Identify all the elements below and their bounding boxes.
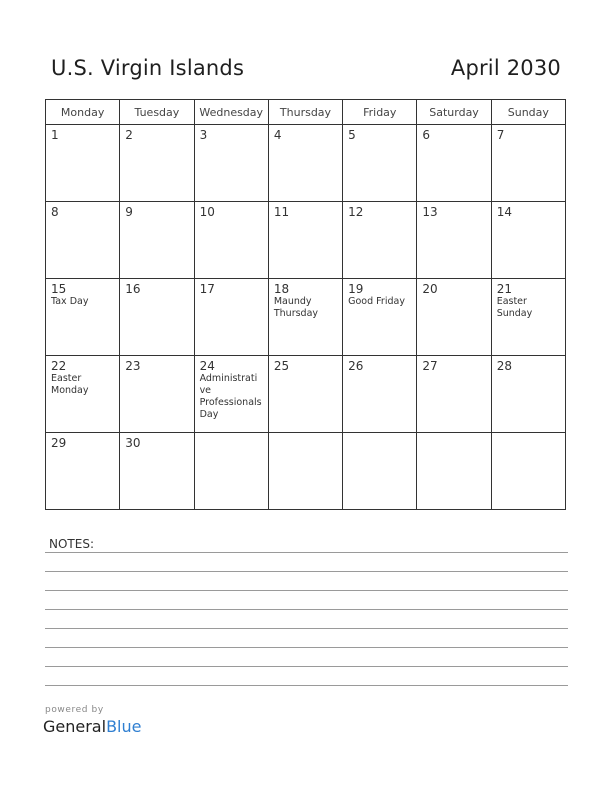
calendar-day-cell <box>343 433 417 510</box>
calendar-day-cell <box>46 202 120 279</box>
note-line <box>45 647 568 648</box>
calendar-day-cell <box>491 433 565 510</box>
day-number: 13 <box>422 205 438 219</box>
powered-by-text: powered by <box>45 705 104 715</box>
day-number: 24 <box>199 359 215 373</box>
calendar-day-cell <box>194 279 268 356</box>
calendar-day-cell <box>491 202 565 279</box>
holiday-label: Administrative Professionals Day <box>199 373 262 420</box>
holiday-label: Easter Monday <box>51 373 89 396</box>
weekday-header: Wednesday <box>194 100 268 125</box>
calendar-day-cell <box>417 356 491 433</box>
calendar-day-cell <box>268 279 342 356</box>
day-number: 2 <box>125 128 133 142</box>
holiday-label: Easter Sunday <box>496 296 533 319</box>
day-number: 6 <box>422 128 431 142</box>
day-number: 9 <box>125 205 133 219</box>
calendar-week-row <box>46 279 566 356</box>
day-number: 28 <box>496 359 512 373</box>
calendar-day-cell <box>120 433 194 510</box>
day-number: 27 <box>422 359 438 373</box>
generalblue-logo <box>43 717 141 736</box>
day-number: 3 <box>199 128 208 142</box>
calendar-day-cell <box>343 202 417 279</box>
calendar-day-cell <box>120 279 194 356</box>
calendar-day-cell <box>46 433 120 510</box>
logo-text-blue: Blue <box>106 717 142 736</box>
day-number: 16 <box>125 282 141 296</box>
weekday-header: Tuesday <box>120 100 194 125</box>
calendar-week-row <box>46 433 566 510</box>
day-number: 15 <box>51 282 67 296</box>
calendar-month-title: April 2030 <box>450 56 561 80</box>
logo-text-general: General <box>43 717 107 736</box>
calendar-week-row <box>46 356 566 433</box>
weekday-header: Saturday <box>417 100 491 125</box>
day-number: 5 <box>348 128 356 142</box>
calendar-day-cell <box>417 125 491 202</box>
weekday-header: Friday <box>343 100 417 125</box>
calendar-day-cell <box>491 279 565 356</box>
day-number: 4 <box>273 128 282 142</box>
day-number: 19 <box>348 282 364 296</box>
day-number: 10 <box>199 205 215 219</box>
day-number: 22 <box>51 359 67 373</box>
note-line <box>45 628 568 629</box>
calendar-week-row <box>46 202 566 279</box>
day-number: 18 <box>273 282 290 296</box>
note-line <box>45 685 568 686</box>
day-number: 30 <box>125 436 141 450</box>
calendar-day-cell <box>491 125 565 202</box>
weekday-header-row <box>46 100 566 125</box>
calendar-day-cell <box>194 202 268 279</box>
calendar-day-cell <box>194 125 268 202</box>
note-line <box>45 666 568 667</box>
note-line <box>45 590 568 591</box>
day-number: 12 <box>348 205 364 219</box>
day-number: 7 <box>496 128 505 142</box>
note-line <box>45 609 568 610</box>
calendar-day-cell <box>417 433 491 510</box>
calendar-day-cell <box>268 202 342 279</box>
day-number: 17 <box>199 282 215 296</box>
calendar-day-cell <box>120 125 194 202</box>
calendar-country-title: U.S. Virgin Islands <box>51 56 245 80</box>
day-number: 14 <box>496 205 512 219</box>
calendar-day-cell <box>268 356 342 433</box>
calendar-day-cell <box>194 356 268 433</box>
calendar-day-cell <box>491 356 565 433</box>
day-number: 25 <box>273 359 290 373</box>
calendar-grid <box>45 99 566 510</box>
day-number: 11 <box>273 205 290 219</box>
calendar-day-cell <box>343 125 417 202</box>
calendar-day-cell <box>417 279 491 356</box>
holiday-label: Tax Day <box>51 296 89 307</box>
calendar-day-cell <box>46 279 120 356</box>
weekday-header: Monday <box>46 100 120 125</box>
day-number: 23 <box>125 359 141 373</box>
calendar-day-cell <box>343 279 417 356</box>
calendar-day-cell <box>120 202 194 279</box>
day-number: 29 <box>51 436 67 450</box>
day-number: 8 <box>51 205 59 219</box>
note-line <box>45 571 568 572</box>
calendar-day-cell <box>46 125 120 202</box>
calendar-day-cell <box>194 433 268 510</box>
day-number: 20 <box>422 282 438 296</box>
holiday-label: Good Friday <box>348 296 405 307</box>
weekday-header: Thursday <box>268 100 342 125</box>
day-number: 1 <box>51 128 59 142</box>
day-number: 26 <box>348 359 364 373</box>
calendar-day-cell <box>417 202 491 279</box>
calendar-day-cell <box>46 356 120 433</box>
calendar-day-cell <box>120 356 194 433</box>
notes-label: NOTES: <box>49 537 94 551</box>
calendar-day-cell <box>343 356 417 433</box>
calendar-week-row <box>46 125 566 202</box>
calendar-day-cell <box>268 125 342 202</box>
weekday-header: Sunday <box>491 100 565 125</box>
note-line <box>45 552 568 553</box>
day-number: 21 <box>496 282 512 296</box>
holiday-label: Maundy Thursday <box>273 296 319 319</box>
calendar-day-cell <box>268 433 342 510</box>
